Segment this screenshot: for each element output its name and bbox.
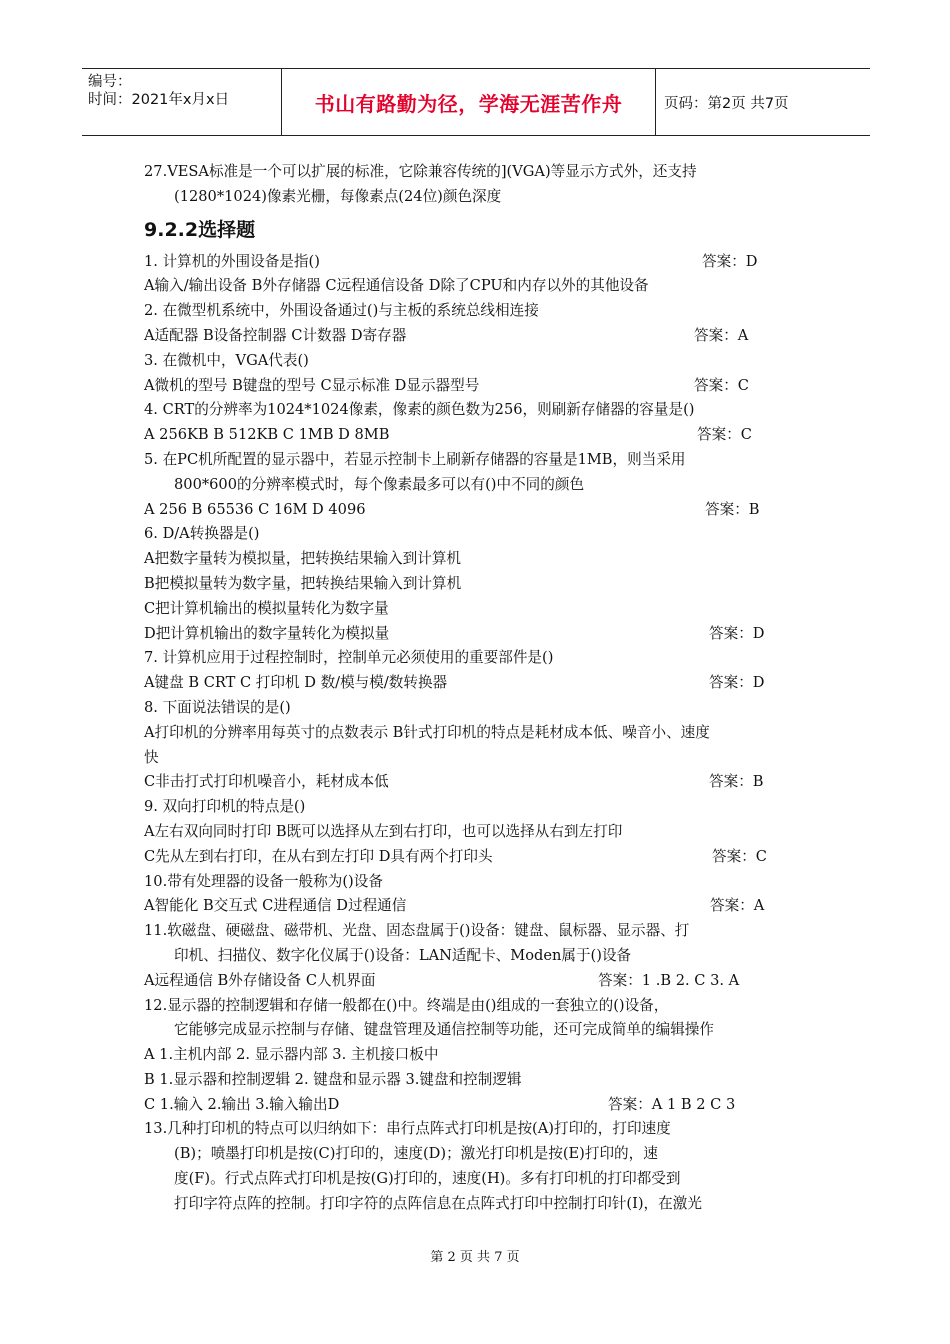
text-line (144, 1043, 824, 1068)
date-label: 时间：2021年x月x日 (88, 92, 230, 108)
line-text: 1. 计算机的外围设备是指() (144, 252, 320, 270)
line-text: 度(F)。行式点阵式打印机是按(G)打印的，速度(H)。多有打印机的打印都受到 (174, 1170, 681, 1188)
text-line (144, 969, 824, 994)
header-meta (82, 69, 282, 135)
text-line (144, 770, 824, 795)
text-line (144, 1018, 824, 1043)
answer-text: 答案：B (709, 773, 764, 791)
text-line (144, 1142, 824, 1167)
text-line (144, 274, 824, 299)
line-text: C非击打式打印机噪音小，耗材成本低 (144, 773, 389, 791)
text-line (144, 1117, 824, 1142)
line-text: 13.几种打印机的特点可以归纳如下：串行点阵式打印机是按(A)打印的，打印速度 (144, 1120, 671, 1138)
text-line (144, 250, 824, 275)
document-body (144, 160, 824, 1217)
line-text: A输入/输出设备 B外存储器 C远程通信设备 D除了CPU和内存以外的其他设备 (144, 277, 649, 295)
line-text: 3. 在微机中，VGA代表() (144, 351, 309, 369)
answer-text: 答案：D (702, 252, 758, 270)
answer-text: 答案：1 .B 2. C 3. A (598, 971, 740, 989)
page-footer: 第 2 页 共 7 页 (430, 1250, 520, 1265)
line-text: A 256 B 65536 C 16M D 4096 (144, 500, 366, 518)
line-text: 它能够完成显示控制与存储、键盘管理及通信控制等功能，还可完成简单的编辑操作 (174, 1021, 714, 1039)
text-line (144, 398, 824, 423)
line-text: C把计算机输出的模拟量转化为数字量 (144, 599, 389, 617)
line-text: A键盘 B CRT C 打印机 D 数/模与模/数转换器 (144, 674, 448, 692)
text-line (144, 994, 824, 1019)
text-line (144, 746, 824, 771)
answer-text: 答案：A 1 B 2 C 3 (608, 1095, 736, 1113)
line-text: A打印机的分辨率用每英寸的点数表示 B针式打印机的特点是耗材成本低、噪音小、速度 (144, 723, 710, 741)
text-line (144, 870, 824, 895)
text-line (144, 448, 824, 473)
line-text: 800*600的分辨率模式时，每个像素最多可以有()中不同的颜色 (174, 475, 585, 493)
line-text: 打印字符点阵的控制。打印字符的点阵信息在点阵式打印中控制打印针(I)，在激光 (174, 1194, 702, 1212)
line-text: A把数字量转为模拟量，把转换结果输入到计算机 (144, 550, 462, 568)
text-line (144, 324, 824, 349)
text-line (144, 185, 824, 210)
text-line (144, 944, 824, 969)
text-line (144, 522, 824, 547)
line-text: A适配器 B设备控制器 C计数器 D寄存器 (144, 326, 407, 344)
line-text: 11.软磁盘、硬磁盘、磁带机、光盘、固态盘属于()设备：键盘、鼠标器、显示器、打 (144, 922, 690, 940)
text-line (144, 1192, 824, 1217)
line-text: 4. CRT的分辨率为1024*1024像素，像素的颜色数为256，则刷新存储器的容量是() (144, 401, 695, 419)
line-text: (1280*1024)像素光栅，每像素点(24位)颜色深度 (174, 187, 502, 205)
line-text: 12.显示器的控制逻辑和存储一般都在()中。终端是由()组成的一套独立的()设备， (144, 996, 669, 1014)
page-header (82, 68, 870, 136)
text-line (144, 160, 824, 185)
text-line (144, 597, 824, 622)
text-line (144, 1068, 824, 1093)
line-text: 5. 在PC机所配置的显示器中，若显示控制卡上刷新存储器的容量是1MB，则当采用 (144, 450, 686, 468)
number-label: 编号： (88, 74, 132, 90)
text-line (144, 671, 824, 696)
line-text: B 1.显示器和控制逻辑 2. 键盘和显示器 3.键盘和控制逻辑 (144, 1070, 522, 1088)
answer-text: 答案：D (709, 624, 765, 642)
line-text: 9. 双向打印机的特点是() (144, 798, 306, 816)
header-motto: 书山有路勤为径，学海无涯苦作舟 (282, 69, 656, 135)
text-line (144, 894, 824, 919)
line-text: A远程通信 B外存储设备 C人机界面 (144, 971, 376, 989)
line-text: A微机的型号 B键盘的型号 C显示标准 D显示器型号 (144, 376, 480, 394)
line-text: 印机、扫描仪、数字化仪属于()设备：LAN适配卡、Moden属于()设备 (174, 946, 632, 964)
answer-text: 答案：A (694, 326, 749, 344)
answer-text: 答案：C (697, 426, 752, 444)
line-text: 8. 下面说法错误的是() (144, 698, 291, 716)
text-line (144, 498, 824, 523)
line-text: A 256KB B 512KB C 1MB D 8MB (144, 426, 390, 444)
text-line (144, 919, 824, 944)
text-line (144, 820, 824, 845)
line-text: A左右双向同时打印 B既可以选择从左到右打印，也可以选择从右到左打印 (144, 822, 623, 840)
line-text: C 1.输入 2.输出 3.输入输出D (144, 1095, 340, 1113)
line-text: (B)；喷墨打印机是按(C)打印的，速度(D)；激光打印机是按(E)打印的，速 (174, 1145, 658, 1163)
text-line (144, 845, 824, 870)
line-text: 7. 计算机应用于过程控制时，控制单元必须使用的重要部件是() (144, 649, 554, 667)
line-text: D把计算机输出的数字量转化为模拟量 (144, 624, 390, 642)
answer-text: 答案：C (694, 376, 749, 394)
line-text: 10.带有处理器的设备一般称为()设备 (144, 872, 383, 890)
answer-text: 答案：B (705, 500, 760, 518)
text-line (144, 547, 824, 572)
line-text: A 1.主机内部 2. 显示器内部 3. 主机接口板中 (144, 1046, 439, 1064)
text-line (144, 696, 824, 721)
section-heading (144, 210, 824, 250)
text-line (144, 572, 824, 597)
text-line (144, 299, 824, 324)
text-line (144, 795, 824, 820)
text-line (144, 721, 824, 746)
line-text: B把模拟量转为数字量，把转换结果输入到计算机 (144, 574, 462, 592)
section-heading-text: 9.2.2选择题 (144, 218, 256, 241)
line-text: 6. D/A转换器是() (144, 525, 260, 543)
text-line (144, 646, 824, 671)
line-text: 27.VESA标准是一个可以扩展的标准，它除兼容传统的](VGA)等显示方式外，还支持 (144, 163, 697, 180)
text-line (144, 622, 824, 647)
text-line (144, 423, 824, 448)
text-line (144, 374, 824, 399)
text-line (144, 349, 824, 374)
answer-text: 答案：C (712, 847, 767, 865)
line-text: C先从左到右打印，在从右到左打印 D具有两个打印头 (144, 847, 493, 865)
text-line (144, 473, 824, 498)
header-page-info: 页码：第2页 共7页 (664, 95, 789, 112)
line-text: 快 (144, 748, 159, 766)
text-line (144, 1167, 824, 1192)
answer-text: 答案：D (709, 674, 765, 692)
text-line (144, 1093, 824, 1118)
answer-text: 答案：A (710, 897, 765, 915)
line-text: 2. 在微型机系统中，外围设备通过()与主板的系统总线相连接 (144, 302, 539, 320)
line-text: A智能化 B交互式 C进程通信 D过程通信 (144, 897, 407, 915)
